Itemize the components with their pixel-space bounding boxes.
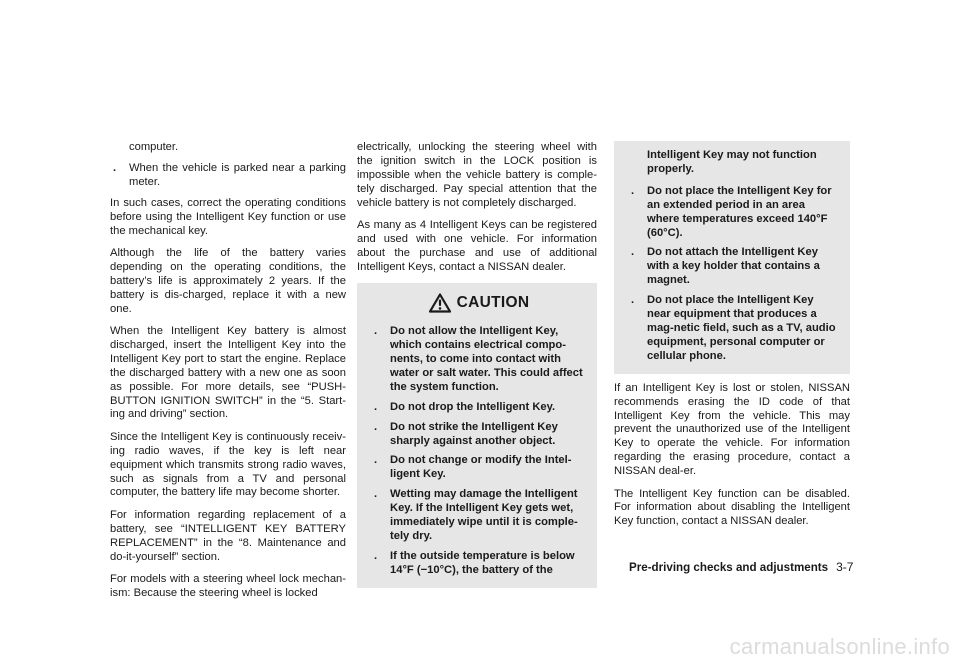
caution-item-text: If the outside temperature is below 14°F (−10°C), the battery of the [390, 549, 575, 576]
caution-title: CAUTION [456, 294, 530, 312]
bullet-marker: . [374, 420, 378, 433]
paragraph: For models with a steering wheel lock mechan-ism: Because the steering wheel is locked [110, 572, 346, 599]
column-1 [110, 141, 346, 609]
paragraph: Since the Intelligent Key is continuously receiv-ing radio waves, if the key is left near equipment which transmits strong radio waves, such as signals from a TV and personal computer, the battery life may become shorter. [110, 430, 346, 499]
caution-item [371, 421, 587, 449]
bullet-marker: . [374, 400, 378, 413]
paragraph: Although the life of the battery varies depending on the operating conditions, the battery’s life is approximately 2 years. If the battery is dis-charged, replace it with a new one. [110, 246, 346, 315]
paragraph: When the Intelligent Key battery is almost discharged, insert the Intelligent Key into the Intelligent Key port to start the engine. Replace the discharged battery with a new one as soon as possible. For more details, see “PUSH-BUTTON IGNITION SWITCH” in the “5. Start-ing and driving” section. [110, 324, 346, 421]
caution-item-text: Do not place the Intelligent Key near equipment that produces a mag-netic field, such as a TV, audio equipment, personal computer or cellular phone. [647, 294, 836, 362]
paragraph: In such cases, correct the operating conditions before using the Intelligent Key function or use the mechanical key. [110, 196, 346, 237]
caution-item-text: Do not attach the Intelligent Key with a key holder that contains a magnet. [647, 246, 820, 287]
caution-box [357, 283, 597, 588]
caution-item [371, 325, 587, 395]
bullet-marker: . [374, 488, 378, 501]
bullet-marker: . [631, 184, 635, 197]
paragraph: If an Intelligent Key is lost or stolen, NISSAN recommends erasing the ID code of that Intelligent Key from the vehicle. This may prevent the unauthorized use of the Intelligent Key to operate the vehicle. For information regarding the erasing procedure, contact a NISSAN deal-er. [614, 381, 850, 478]
watermark: carmanualsonline.info [729, 634, 950, 659]
caution-item [628, 246, 840, 288]
caution-item-text: Do not change or modify the Intel-ligent Key. [390, 454, 572, 481]
bullet-item [110, 162, 346, 190]
caution-item [371, 550, 587, 578]
continued-bullet-text: computer. [129, 141, 179, 153]
column-3 [614, 141, 850, 538]
caution-continued-text: Intelligent Key may not function properly. [647, 149, 817, 175]
bullet-marker: . [374, 325, 378, 338]
paragraph: For information regarding replacement of a battery, see “INTELLIGENT KEY BATTERY REPLACEMENT” in the “8. Maintenance and do-it-yourself” section. [110, 508, 346, 563]
caution-header [371, 293, 587, 313]
page-number: 3-7 [836, 560, 854, 574]
bullet-marker: . [374, 549, 378, 562]
bullet-marker: . [631, 294, 635, 307]
bullet-text: When the vehicle is parked near a parking meter. [129, 161, 346, 188]
page-footer [629, 560, 853, 574]
caution-item-text: Do not drop the Intelligent Key. [390, 400, 556, 413]
caution-item-text: Do not allow the Intelligent Key, which contains electrical compo-nents, to come into contact with water or salt water. This could affect the system function. [390, 325, 583, 393]
bullet-marker: . [631, 246, 635, 259]
caution-item [371, 454, 587, 482]
caution-item [371, 401, 587, 415]
paragraph: electrically, unlocking the steering wheel with the ignition switch in the LOCK position is impossible when the vehicle battery is comple-tely discharged. Pay special attention that the vehicle battery is not completely discharged. [357, 141, 597, 209]
caution-item-text: Do not strike the Intelligent Key sharply against another object. [390, 420, 558, 447]
caution-box-continued [614, 141, 850, 374]
bullet-marker: . [113, 161, 117, 174]
paragraph: The Intelligent Key function can be disabled. For information about disabling the Intelligent Key function, contact a NISSAN dealer. [614, 487, 850, 528]
paragraph: As many as 4 Intelligent Keys can be registered and used with one vehicle. For information about the purchase and use of additional Intelligent Keys, contact a NISSAN dealer. [357, 219, 597, 273]
caution-item [628, 185, 840, 241]
caution-item-text: Do not place the Intelligent Key for an extended period in an area where temperatures exceed 140°F (60°C). [647, 184, 832, 239]
bullet-marker: . [374, 454, 378, 467]
caution-item-text: Wetting may damage the Intelligent Key. If the Intelligent Key gets wet, immediately wipe until it is comple-tely dry. [390, 488, 578, 542]
warning-icon [429, 293, 451, 313]
caution-item [371, 488, 587, 544]
footer-section-title: Pre-driving checks and adjustments [629, 561, 829, 574]
caution-item [628, 294, 840, 364]
column-2 [357, 141, 597, 588]
